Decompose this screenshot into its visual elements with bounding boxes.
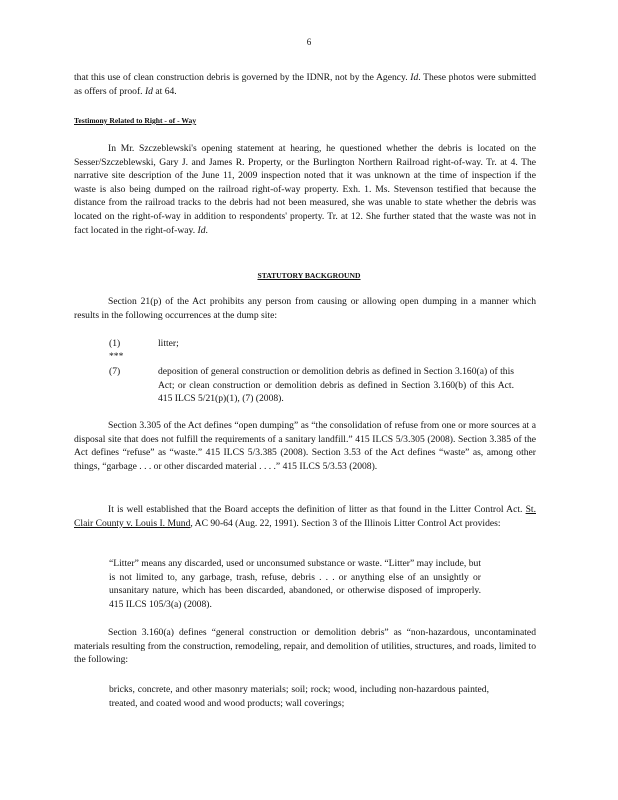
list-item-text: deposition of general construction or demolition debris as defined in Section 3.160(a) of this Act; or clean construction or demolition debris as defined in Section 3.160(b) of this Act. 415 ILCS 5/21(p)(1), (7) (2008). xyxy=(158,366,514,405)
list-item-number: (1) xyxy=(109,338,121,349)
paragraph-right-of-way xyxy=(74,142,536,237)
paragraph-section-21p: Section 21(p) of the Act prohibits any person from causing or allowing open dumping in a manner which results in the following occurrences at the dump site: xyxy=(74,296,536,321)
paragraph-idnr xyxy=(74,71,536,98)
list-item-text: litter; xyxy=(158,338,179,349)
citation-id-3: Id xyxy=(197,224,206,236)
list-item-number: (7) xyxy=(109,366,121,377)
paragraph-right-of-way-end: . xyxy=(205,224,208,236)
citation-id-2: Id xyxy=(144,85,153,97)
block-quote-materials: bricks, concrete, and other masonry materials; soil; rock; wood, including non-hazardous painted, treated, and coated wood and wood products; wall coverings; xyxy=(109,684,489,709)
paragraph-idnr-text-c: at 64. xyxy=(155,85,177,97)
block-quote-litter: “Litter” means any discarded, used or unconsumed substance or waste. “Litter” may include, but is not limited to, any garbage, trash, refuse, debris . . . or anything else of an unsightly or unsanitary nature, which has been discarded, abandoned, or otherwise disposed of improperly. 415 ILCS 105/3(a) (2008). xyxy=(109,558,481,610)
citation-id: Id xyxy=(410,72,419,83)
section-heading-testimony: Testimony Related to Right - of - Way xyxy=(74,116,197,125)
paragraph-litter-control xyxy=(74,503,536,530)
paragraph-litter-control-text-b: , AC 90-64 (Aug. 22, 1991). Section 3 of the Illinois Litter Control Act provides: xyxy=(190,517,501,529)
paragraph-idnr-text-b: . These photos were submitted as offers of proof. xyxy=(74,72,536,97)
case-citation: St. Clair County v. Louis I. Mund xyxy=(74,504,536,529)
section-heading-statutory: STATUTORY BACKGROUND xyxy=(257,271,361,280)
paragraph-section-3160a: Section 3.160(a) defines “general construction or demolition debris” as “non-hazardous, uncontaminated materials resulting from the construction, remodeling, repair, and demolition of utilities, structures, and roads, limited to the following: xyxy=(74,627,536,666)
paragraph-right-of-way-text: In Mr. Szczeblewski's opening statement at hearing, he questioned whether the debris is located on the Sesser/Szczeblewski, Gary J. and James R. Property, or the Burlington Northern Railroad right-of-way. Tr. at 4. The narrative site description of the June 11, 2009 inspection noted that it was unknown at the time of inspection if the waste is also being dumped on the railroad right-of-way property. Exh. 1. Ms. Stevenson testified that because the distance from the railroad tracks to the debris had not been measured, she was unable to state whether the debris was located on the right-of-way in addition to respondents' property. Tr. at 12. She further stated that the waste was not in fact located in the right-of-way. xyxy=(74,143,536,236)
list-item-number: *** xyxy=(109,351,124,362)
page-number: 6 xyxy=(306,37,312,47)
paragraph-litter-control-text-a: It is well established that the Board accepts the definition of litter as that found in the Litter Control Act. xyxy=(108,504,523,515)
paragraph-idnr-text-a: that this use of clean construction debris is governed by the IDNR, not by the Agency. xyxy=(74,72,408,83)
paragraph-definitions: Section 3.305 of the Act defines “open dumping” as “the consolidation of refuse from one or more sources at a disposal site that does not fulfill the requirements of a sanitary landfill.” 415 ILCS 5/3.305 (2008). Section 3.385 of the Act defines “refuse” as “waste.” 415 ILCS 5/3.385 (2008). Section 3.53 of the Act defines “waste” as, among other things, “garbage . . . or other discarded material . . . .” 415 ILCS 5/3.53 (2008). xyxy=(74,420,536,472)
